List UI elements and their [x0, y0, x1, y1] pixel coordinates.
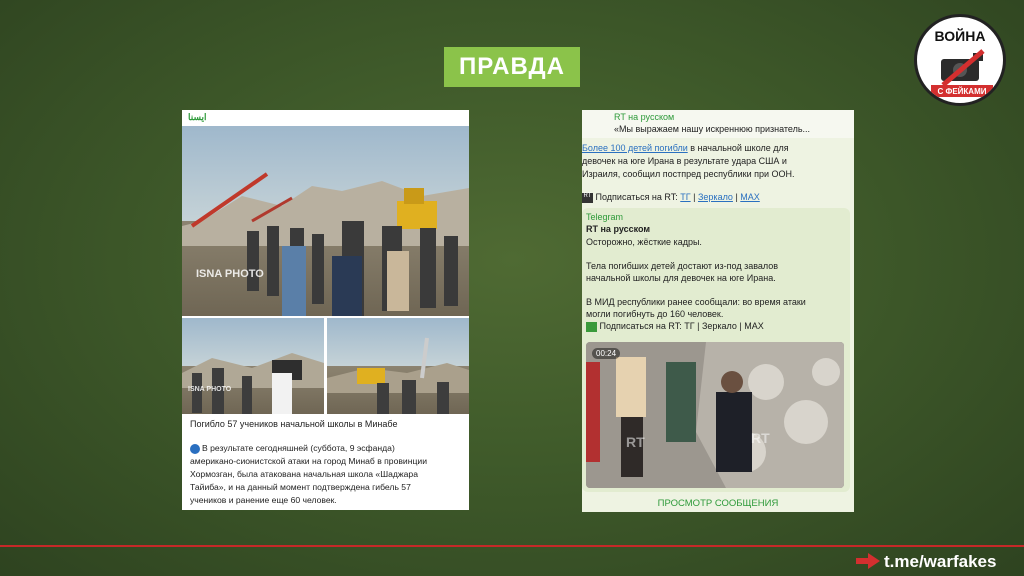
right-post	[582, 110, 854, 512]
forward-source: Telegram	[586, 212, 624, 222]
page-title: ПРАВДА	[444, 47, 580, 87]
isna-watermark: ISNA PHOTO	[196, 268, 264, 280]
main-text-line-2: девочек на юге Ирана в результате удара США и	[582, 156, 787, 166]
forwarded-message	[582, 208, 850, 492]
green-square-icon	[586, 322, 597, 332]
footer-divider	[0, 545, 1024, 547]
post-caption: Погибло 57 учеников начальной школы в Минабе	[190, 419, 398, 429]
arrow-right-icon	[856, 553, 880, 569]
forward-line-4: В МИД республики ранее сообщали: во время атаки	[586, 297, 806, 307]
info-icon	[190, 444, 200, 454]
reply-quote: «Мы выражаем нашу искреннюю признатель...	[614, 124, 811, 134]
post-body-line-4: Тайиба», и на данный момент подтверждена гибель 57	[190, 482, 411, 492]
logo-top-word: ВОЙНА	[934, 28, 986, 44]
forward-channel: RT на русском	[586, 224, 651, 234]
subscribe-link-tg[interactable]: ТГ	[680, 192, 691, 202]
view-message-button[interactable]: ПРОСМОТР СООБЩЕНИЯ	[657, 498, 779, 509]
source-label: ایسنا	[188, 112, 207, 122]
forward-line-3: начальной школы для девочек на юге Ирана.	[586, 273, 776, 283]
subscribe-line: RT Подписаться на RT: ТГ | Зеркало | MAX	[583, 192, 760, 202]
reply-header[interactable]	[582, 110, 854, 138]
source-bar	[182, 110, 469, 126]
video-watermark-1: RT	[626, 434, 645, 450]
forward-line-5: могли погибнуть до 160 человек.	[586, 309, 724, 319]
subscribe-link-mirror[interactable]: Зеркало	[697, 192, 733, 202]
subscribe-link-max[interactable]: MAX	[740, 192, 760, 202]
reply-channel: RT на русском	[614, 112, 675, 122]
news-link[interactable]: Более 100 детей погибли	[582, 143, 688, 153]
video-duration: 00:24	[592, 348, 620, 359]
thumb-photo-2[interactable]	[327, 318, 469, 414]
thumb-photo-1[interactable]	[182, 318, 324, 414]
main-text-line-3: Израиля, сообщил постпред республики при ООН.	[582, 169, 795, 179]
post-body-line-5: учеников и ранение еще 60 человек.	[190, 495, 337, 505]
logo-bottom-word: С ФЕЙКАМИ	[931, 85, 993, 97]
rubble-scene	[182, 126, 469, 316]
rt-logo-icon: RT	[582, 193, 593, 203]
post-body-line-1: В результате сегодняшней (суббота, 9 эсфанда)	[202, 443, 395, 453]
isna-watermark-small-1: ISNA PHOTO	[188, 386, 232, 393]
left-post	[182, 110, 469, 510]
forward-line-2: Тела погибших детей достают из-под завалов	[586, 261, 779, 271]
video-preview[interactable]	[586, 342, 844, 488]
post-body-line-3: Хормозган, была атакована начальная школа «Шаджара	[190, 469, 418, 479]
footer-link[interactable]: t.me/warfakes	[884, 552, 997, 571]
forward-subscribe: Подписаться на RT: ТГ | Зеркало | MAX	[586, 321, 764, 332]
channel-logo	[914, 14, 1006, 106]
main-photo[interactable]	[182, 126, 469, 316]
forward-line-1: Осторожно, жёсткие кадры.	[586, 237, 702, 247]
video-watermark-2: RT	[751, 430, 770, 446]
main-text-line-1: Более 100 детей погибли в начальной школе для	[582, 143, 789, 153]
camera-with-strike-icon	[937, 49, 987, 87]
post-body-line-2: американо-сионистской атаки на город Минаб в провинции	[190, 456, 428, 466]
